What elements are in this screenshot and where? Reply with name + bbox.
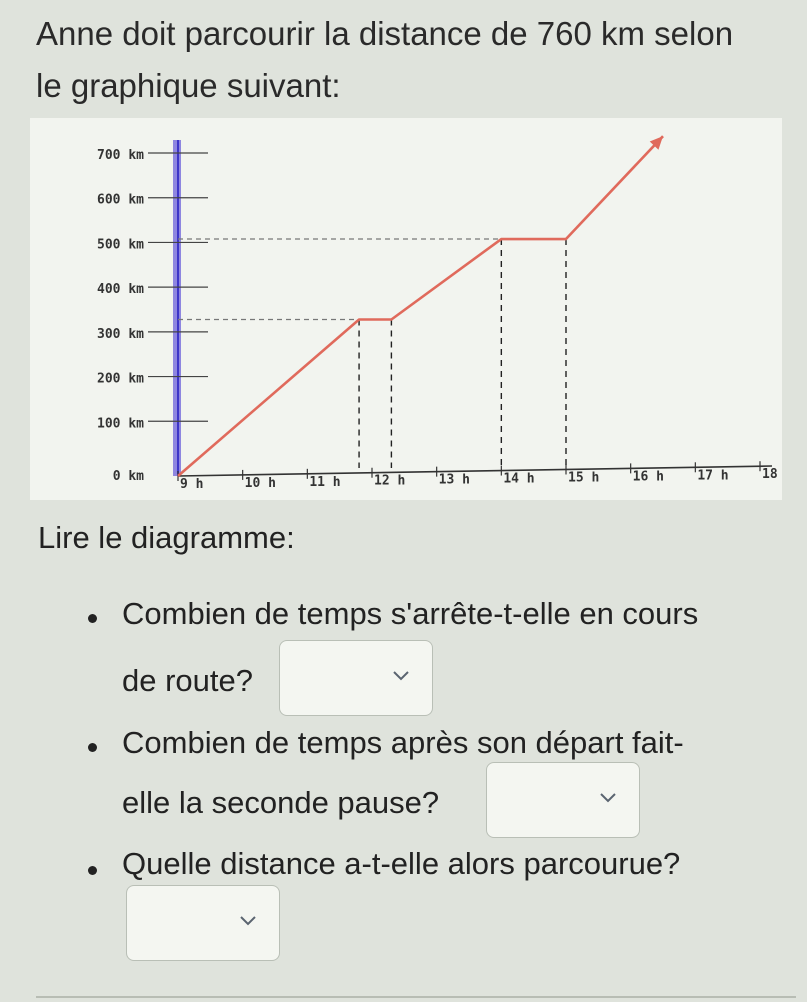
- bullet-1: [88, 614, 97, 623]
- chevron-down-icon: [392, 669, 410, 683]
- intro-line-2: le graphique suivant:: [36, 67, 341, 104]
- y-tick-label: 0 km: [112, 469, 144, 484]
- question-1-line-2: de route?: [122, 663, 253, 698]
- x-tick-label: 9 h: [180, 477, 204, 492]
- intro-line-1: Anne doit parcourir la distance de 760 km selon: [36, 15, 734, 52]
- answer-1-select[interactable]: [279, 640, 433, 716]
- x-axis-line: [178, 466, 772, 476]
- chart-svg: [30, 118, 782, 500]
- read-diagram-label: Lire le diagramme:: [38, 520, 295, 555]
- chevron-down-icon: [239, 914, 257, 928]
- x-tick-label: 14 h: [503, 471, 535, 487]
- x-tick-label: 17 h: [697, 468, 729, 484]
- y-tick-label: 600 km: [97, 192, 144, 208]
- question-2-line-2: elle la seconde pause?: [122, 785, 440, 820]
- intro-text: [36, 8, 796, 112]
- question-3-line-1: Quelle distance a-t-elle alors parcourue?: [122, 846, 681, 881]
- y-tick-label: 200 km: [97, 371, 144, 387]
- x-tick-label: 16 h: [632, 469, 664, 485]
- x-tick-label: 12 h: [374, 473, 406, 489]
- chevron-down-icon: [599, 791, 617, 805]
- question-1-line-1: Combien de temps s'arrête-t-elle en cours: [122, 596, 699, 631]
- answer-3-select[interactable]: [126, 885, 280, 961]
- x-tick-label: 11 h: [309, 474, 341, 490]
- y-tick-label: 700 km: [97, 148, 144, 163]
- y-tick-label: 500 km: [97, 237, 144, 253]
- y-tick-label: 400 km: [97, 282, 144, 298]
- distance-time-chart: [30, 118, 782, 500]
- x-tick-label: 15 h: [568, 470, 600, 486]
- x-tick-label: 18: [762, 467, 778, 483]
- bullet-3: [88, 866, 97, 875]
- y-tick-label: 300 km: [97, 326, 144, 342]
- series-line: [178, 136, 663, 476]
- y-tick-label: 100 km: [97, 416, 144, 432]
- question-2-line-1: Combien de temps après son départ fait-: [122, 725, 684, 760]
- bullet-2: [88, 743, 97, 752]
- answer-2-select[interactable]: [486, 762, 640, 838]
- x-tick-label: 10 h: [244, 475, 276, 491]
- bottom-divider: [36, 996, 796, 998]
- x-tick-label: 13 h: [438, 472, 470, 488]
